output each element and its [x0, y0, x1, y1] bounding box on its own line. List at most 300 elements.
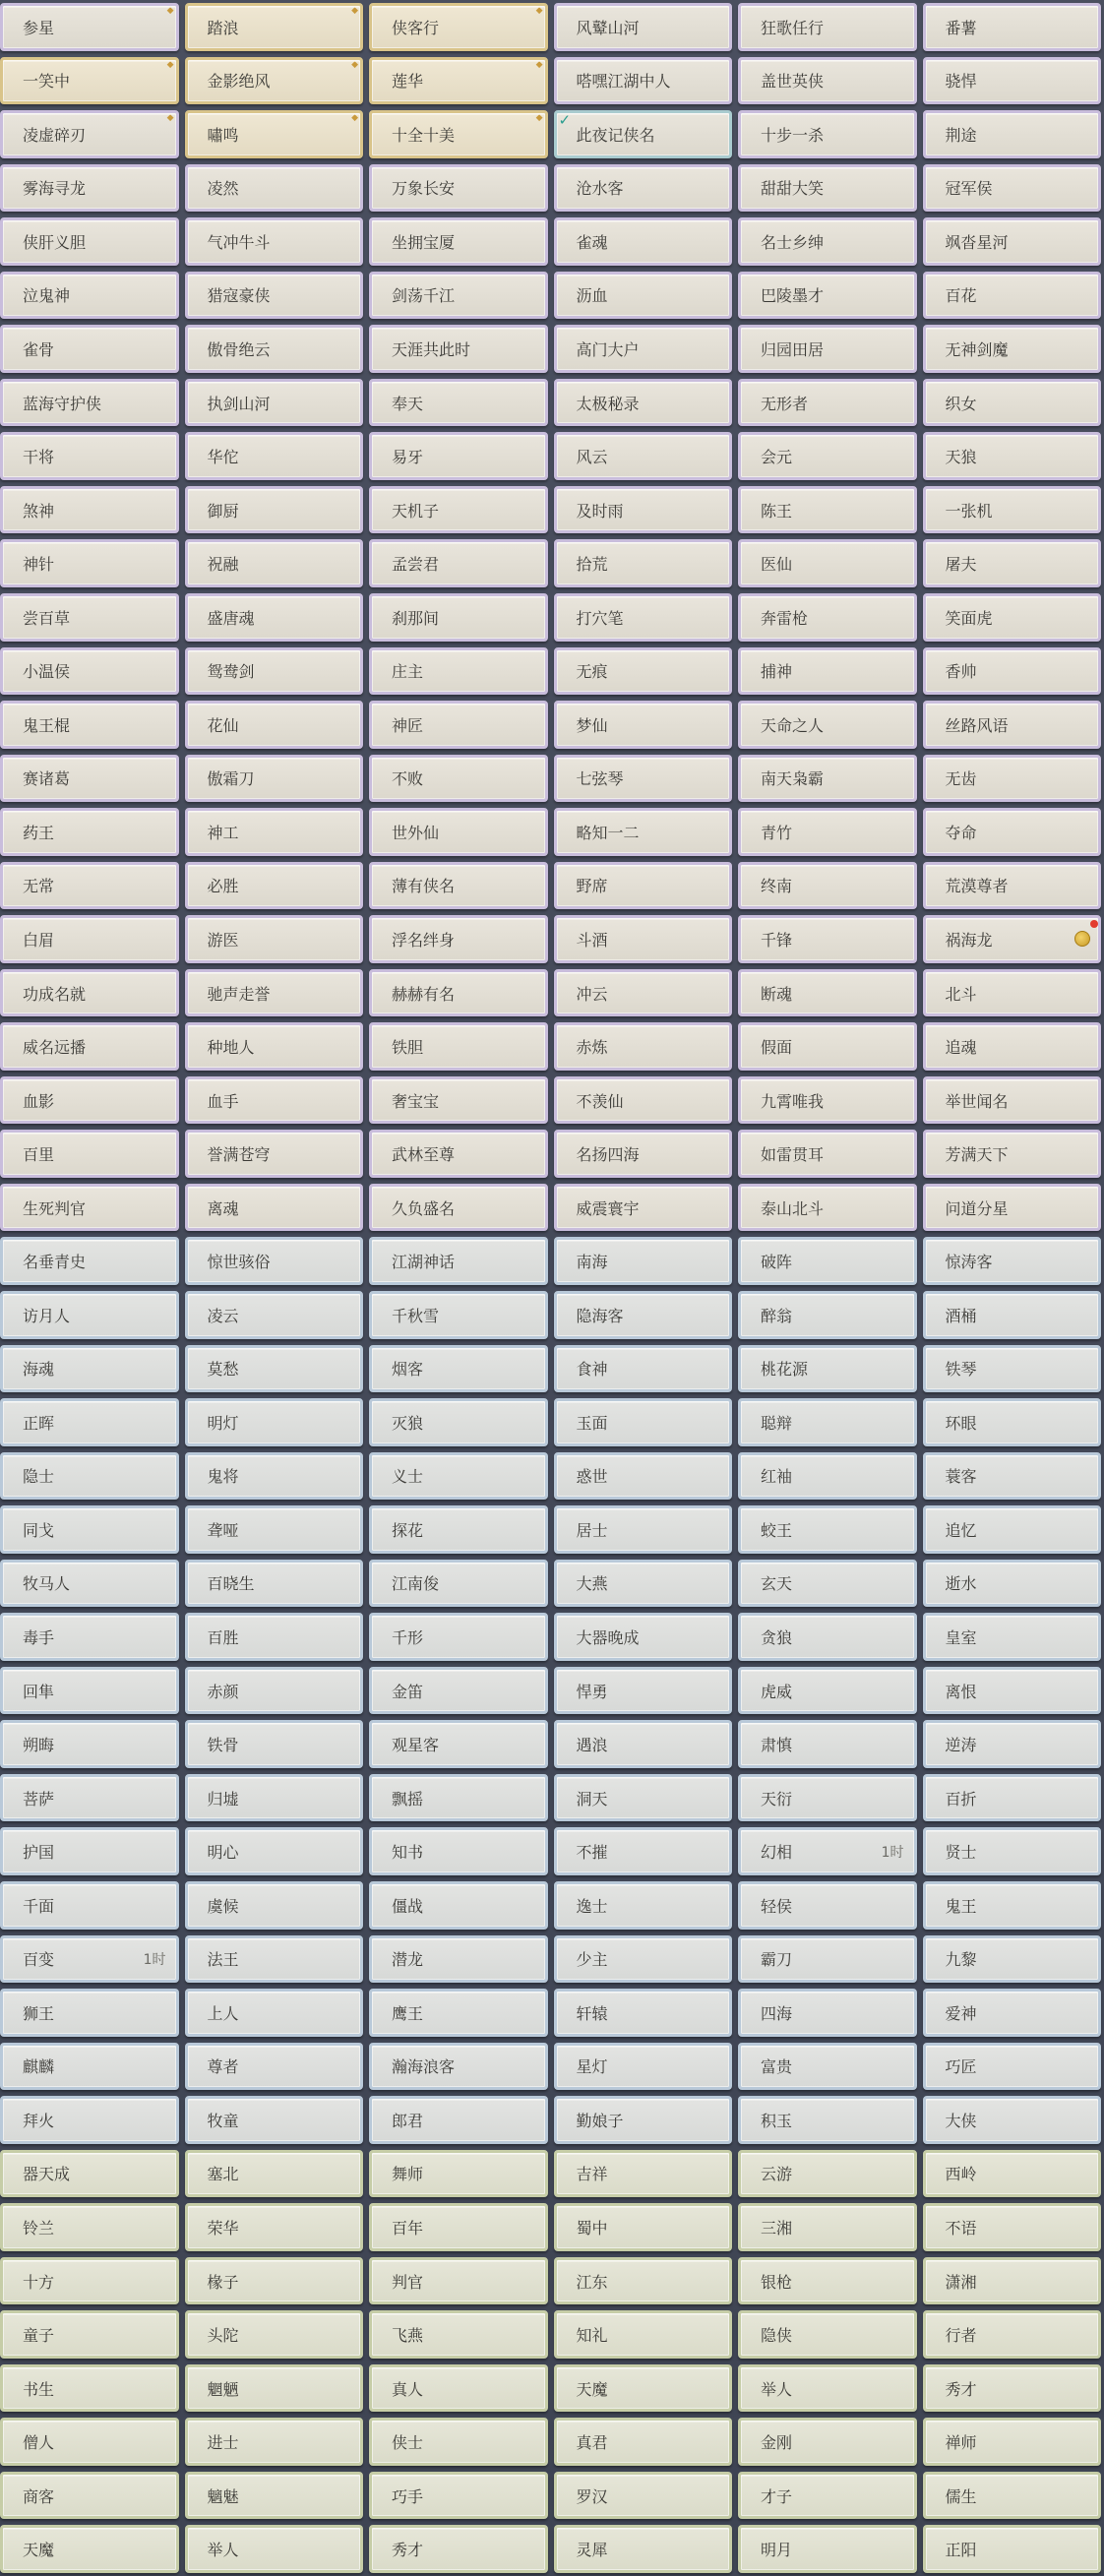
title-tile[interactable] [738, 1613, 917, 1661]
title-tile[interactable] [554, 217, 733, 266]
title-tile[interactable] [0, 1613, 179, 1661]
title-tile[interactable] [923, 1022, 1102, 1071]
title-tile[interactable] [185, 701, 364, 749]
title-tile[interactable] [369, 2203, 548, 2251]
title-tile[interactable] [0, 969, 179, 1017]
title-tile[interactable] [738, 2310, 917, 2359]
title-tile[interactable] [923, 2364, 1102, 2413]
title-tile[interactable] [554, 862, 733, 910]
title-tile[interactable] [369, 915, 548, 963]
title-tile[interactable] [369, 969, 548, 1017]
title-tile[interactable] [923, 2096, 1102, 2144]
title-tile[interactable] [738, 110, 917, 158]
title-tile[interactable] [738, 272, 917, 320]
title-tile[interactable] [0, 57, 179, 105]
title-tile[interactable] [0, 808, 179, 856]
title-tile[interactable] [923, 593, 1102, 642]
title-tile[interactable] [185, 2096, 364, 2144]
title-tile[interactable] [0, 2310, 179, 2359]
title-tile[interactable] [554, 1237, 733, 1285]
title-tile[interactable] [0, 862, 179, 910]
title-tile[interactable] [185, 808, 364, 856]
title-tile[interactable] [369, 2472, 548, 2520]
title-tile[interactable] [554, 1881, 733, 1930]
title-tile[interactable] [923, 1184, 1102, 1232]
title-tile[interactable] [738, 1935, 917, 1984]
title-tile[interactable] [554, 1560, 733, 1608]
title-tile[interactable] [554, 1022, 733, 1071]
title-tile[interactable] [923, 1989, 1102, 2037]
title-tile[interactable] [923, 3, 1102, 51]
title-tile[interactable] [738, 432, 917, 480]
title-tile[interactable] [185, 1505, 364, 1554]
title-tile[interactable] [369, 164, 548, 213]
title-tile[interactable] [554, 539, 733, 587]
title-tile[interactable] [0, 1774, 179, 1822]
title-tile[interactable] [0, 1398, 179, 1446]
title-tile[interactable] [369, 272, 548, 320]
title-tile[interactable] [369, 57, 548, 105]
title-tile[interactable] [185, 1827, 364, 1875]
title-tile[interactable] [0, 915, 179, 963]
title-tile[interactable] [185, 1291, 364, 1339]
title-tile[interactable] [369, 701, 548, 749]
title-label: 明月 [761, 2541, 793, 2560]
title-tile[interactable] [554, 110, 733, 158]
title-tile[interactable] [369, 1560, 548, 1608]
title-tile[interactable] [738, 1398, 917, 1446]
title-tile[interactable] [0, 272, 179, 320]
title-tile[interactable] [369, 1130, 548, 1178]
title-label: 轩辕 [576, 2003, 608, 2023]
title-tile[interactable] [554, 1989, 733, 2037]
title-tile[interactable] [923, 755, 1102, 803]
title-tile[interactable] [923, 1505, 1102, 1554]
title-tile[interactable] [185, 1076, 364, 1125]
title-tile[interactable] [738, 1667, 917, 1715]
title-tile[interactable] [369, 2310, 548, 2359]
title-tile[interactable] [738, 808, 917, 856]
title-tile[interactable] [923, 1076, 1102, 1125]
title-tile[interactable] [185, 539, 364, 587]
title-tile[interactable] [738, 3, 917, 51]
title-tile[interactable] [923, 1345, 1102, 1393]
title-tile[interactable] [923, 862, 1102, 910]
title-tile[interactable] [554, 2150, 733, 2198]
title-tile[interactable] [0, 432, 179, 480]
title-tile[interactable] [0, 701, 179, 749]
title-tile[interactable] [369, 1720, 548, 1768]
title-tile[interactable] [0, 2150, 179, 2198]
title-tile[interactable] [0, 110, 179, 158]
title-tile[interactable] [923, 539, 1102, 587]
title-tile[interactable] [554, 593, 733, 642]
title-tile[interactable] [0, 539, 179, 587]
title-tile[interactable] [738, 862, 917, 910]
title-tile[interactable] [554, 1076, 733, 1125]
title-tile[interactable] [554, 2418, 733, 2466]
title-tile[interactable] [0, 1935, 179, 1984]
title-tile[interactable] [185, 593, 364, 642]
title-tile[interactable] [369, 1774, 548, 1822]
title-tile[interactable] [738, 539, 917, 587]
title-tile[interactable] [738, 1291, 917, 1339]
title-tile[interactable] [0, 2257, 179, 2305]
title-tile[interactable] [554, 2096, 733, 2144]
title-tile[interactable] [0, 593, 179, 642]
title-tile[interactable] [369, 432, 548, 480]
title-tile[interactable] [0, 1452, 179, 1501]
title-tile[interactable] [554, 272, 733, 320]
title-tile[interactable] [369, 325, 548, 373]
title-tile[interactable] [185, 2525, 364, 2573]
title-tile[interactable] [0, 1667, 179, 1715]
title-tile[interactable] [554, 1613, 733, 1661]
title-tile[interactable] [923, 2525, 1102, 2573]
title-tile[interactable] [554, 1184, 733, 1232]
title-tile[interactable] [0, 2418, 179, 2466]
title-tile[interactable] [923, 1291, 1102, 1339]
title-tile[interactable] [923, 2418, 1102, 2466]
title-tile[interactable] [554, 701, 733, 749]
title-tile[interactable] [369, 1989, 548, 2037]
title-tile[interactable] [0, 1560, 179, 1608]
title-tile[interactable] [554, 2472, 733, 2520]
title-tile[interactable] [554, 1452, 733, 1501]
title-tile[interactable] [738, 325, 917, 373]
title-tile[interactable] [738, 1345, 917, 1393]
title-tile[interactable] [185, 1989, 364, 2037]
title-tile[interactable] [185, 1345, 364, 1393]
title-tile[interactable] [554, 2257, 733, 2305]
title-tile[interactable] [185, 2203, 364, 2251]
title-tile[interactable] [185, 57, 364, 105]
title-tile[interactable] [185, 272, 364, 320]
title-label: 刹那间 [392, 608, 440, 628]
title-tile[interactable] [554, 1291, 733, 1339]
title-tile[interactable] [923, 217, 1102, 266]
title-tile[interactable] [369, 1184, 548, 1232]
title-tile[interactable] [0, 2096, 179, 2144]
title-tile[interactable] [369, 1452, 548, 1501]
title-tile[interactable] [738, 701, 917, 749]
title-tile[interactable] [738, 593, 917, 642]
title-tile[interactable] [923, 1613, 1102, 1661]
title-tile[interactable] [554, 2310, 733, 2359]
title-tile[interactable] [185, 217, 364, 266]
title-tile[interactable] [185, 2418, 364, 2466]
title-tile[interactable] [554, 647, 733, 696]
title-tile[interactable] [738, 2203, 917, 2251]
title-tile[interactable] [0, 1827, 179, 1875]
title-tile[interactable] [0, 1291, 179, 1339]
title-tile[interactable] [923, 432, 1102, 480]
title-tile[interactable] [923, 1237, 1102, 1285]
title-tile[interactable] [185, 862, 364, 910]
title-tile[interactable] [369, 755, 548, 803]
title-tile[interactable] [738, 1827, 917, 1875]
title-tile[interactable] [0, 486, 179, 534]
title-tile[interactable] [369, 647, 548, 696]
title-tile[interactable] [0, 2364, 179, 2413]
title-tile[interactable] [554, 2203, 733, 2251]
title-tile[interactable] [369, 2364, 548, 2413]
title-tile[interactable] [369, 1505, 548, 1554]
title-tile[interactable] [185, 2472, 364, 2520]
title-tile[interactable] [369, 1667, 548, 1715]
title-tile[interactable] [554, 1827, 733, 1875]
title-tile[interactable] [923, 1398, 1102, 1446]
title-tile[interactable] [738, 969, 917, 1017]
title-tile[interactable] [369, 379, 548, 427]
title-tile[interactable] [369, 1076, 548, 1125]
title-tile[interactable] [738, 1989, 917, 2037]
title-tile[interactable] [738, 1774, 917, 1822]
title-tile[interactable] [738, 915, 917, 963]
title-tile[interactable] [185, 1022, 364, 1071]
title-tile[interactable] [923, 2043, 1102, 2091]
title-tile[interactable] [554, 486, 733, 534]
title-label: 白眉 [23, 930, 55, 950]
title-tile[interactable] [923, 647, 1102, 696]
title-tile[interactable] [923, 2472, 1102, 2520]
title-tile[interactable] [554, 2525, 733, 2573]
title-tile[interactable] [185, 915, 364, 963]
title-tile[interactable] [369, 2150, 548, 2198]
title-label: 禅师 [945, 2433, 977, 2453]
title-tile[interactable] [738, 2418, 917, 2466]
title-tile[interactable] [738, 217, 917, 266]
title-tile[interactable] [554, 755, 733, 803]
title-tile[interactable] [554, 1505, 733, 1554]
title-tile[interactable] [738, 1184, 917, 1232]
title-tile[interactable] [0, 1130, 179, 1178]
title-tile[interactable] [738, 1881, 917, 1930]
title-tile[interactable] [185, 325, 364, 373]
title-tile[interactable] [738, 1505, 917, 1554]
title-tile[interactable] [369, 808, 548, 856]
title-tile[interactable] [185, 110, 364, 158]
title-tile[interactable] [369, 1613, 548, 1661]
title-tile[interactable] [0, 379, 179, 427]
title-tile[interactable] [738, 1560, 917, 1608]
title-tile[interactable] [923, 1935, 1102, 1984]
title-tile[interactable] [923, 915, 1102, 963]
title-tile[interactable] [369, 2525, 548, 2573]
title-tile[interactable] [185, 755, 364, 803]
title-tile[interactable] [554, 915, 733, 963]
title-label: 天机子 [392, 501, 440, 521]
title-tile[interactable] [0, 1720, 179, 1768]
title-tile[interactable] [738, 1452, 917, 1501]
title-tile[interactable] [923, 110, 1102, 158]
title-tile[interactable] [738, 1076, 917, 1125]
title-tile[interactable] [0, 1237, 179, 1285]
title-tile[interactable] [185, 1398, 364, 1446]
title-tile[interactable] [185, 1237, 364, 1285]
title-tile[interactable] [0, 1989, 179, 2037]
title-tile[interactable] [185, 2150, 364, 2198]
title-tile[interactable] [923, 164, 1102, 213]
title-tile[interactable] [185, 969, 364, 1017]
title-tile[interactable] [0, 1881, 179, 1930]
title-tile[interactable] [923, 1667, 1102, 1715]
title-tile[interactable] [0, 1022, 179, 1071]
title-tile[interactable] [923, 1720, 1102, 1768]
title-tile[interactable] [738, 1237, 917, 1285]
title-tile[interactable] [369, 862, 548, 910]
title-tile[interactable] [185, 2310, 364, 2359]
title-tile[interactable] [923, 2257, 1102, 2305]
title-tile[interactable] [738, 755, 917, 803]
title-tile[interactable] [554, 1667, 733, 1715]
title-tile[interactable] [369, 1827, 548, 1875]
title-tile[interactable] [923, 486, 1102, 534]
title-tile[interactable] [369, 2096, 548, 2144]
title-tile[interactable] [923, 969, 1102, 1017]
title-tile[interactable] [369, 1237, 548, 1285]
title-tile[interactable] [185, 1935, 364, 1984]
title-tile[interactable] [923, 325, 1102, 373]
title-tile[interactable] [554, 1398, 733, 1446]
title-tile[interactable] [185, 1774, 364, 1822]
title-tile[interactable] [923, 2203, 1102, 2251]
title-tile[interactable] [185, 1130, 364, 1178]
title-tile[interactable] [738, 1130, 917, 1178]
title-tile[interactable] [738, 1022, 917, 1071]
title-tile[interactable] [185, 647, 364, 696]
title-tile[interactable] [185, 1720, 364, 1768]
title-tile[interactable] [369, 593, 548, 642]
title-tile[interactable] [554, 1774, 733, 1822]
title-tile[interactable] [185, 1452, 364, 1501]
title-tile[interactable] [185, 432, 364, 480]
title-tile[interactable] [369, 539, 548, 587]
title-tile[interactable] [0, 3, 179, 51]
title-label: 太极秘录 [576, 394, 640, 413]
title-tile[interactable] [185, 379, 364, 427]
title-tile[interactable] [554, 808, 733, 856]
title-tile[interactable] [923, 272, 1102, 320]
title-tile[interactable] [0, 2043, 179, 2091]
title-tile[interactable] [554, 432, 733, 480]
title-tile[interactable] [0, 1076, 179, 1125]
title-tile[interactable] [554, 969, 733, 1017]
title-tile[interactable] [369, 2043, 548, 2091]
title-tile[interactable] [0, 217, 179, 266]
title-tile[interactable] [738, 379, 917, 427]
title-tile[interactable] [185, 2043, 364, 2091]
title-tile[interactable] [738, 2150, 917, 2198]
title-tile[interactable] [738, 2525, 917, 2573]
title-tile[interactable] [0, 1184, 179, 1232]
title-tile[interactable] [738, 1720, 917, 1768]
title-tile[interactable] [185, 1613, 364, 1661]
title-tile[interactable] [369, 1345, 548, 1393]
title-tile[interactable] [738, 164, 917, 213]
title-tile[interactable] [923, 701, 1102, 749]
title-tile[interactable] [923, 1130, 1102, 1178]
title-tile[interactable] [0, 2203, 179, 2251]
title-tile[interactable] [185, 2257, 364, 2305]
title-tile[interactable] [369, 3, 548, 51]
title-tile[interactable] [0, 164, 179, 213]
title-tile[interactable] [185, 1667, 364, 1715]
title-tile[interactable] [923, 379, 1102, 427]
title-tile[interactable] [923, 808, 1102, 856]
title-tile[interactable] [369, 110, 548, 158]
title-tile[interactable] [738, 2364, 917, 2413]
title-tile[interactable] [738, 57, 917, 105]
title-tile[interactable] [185, 164, 364, 213]
title-tile[interactable] [369, 1398, 548, 1446]
title-tile[interactable] [738, 486, 917, 534]
title-tile[interactable] [554, 57, 733, 105]
title-tile[interactable] [923, 1774, 1102, 1822]
title-tile[interactable] [923, 2150, 1102, 2198]
title-label: 如雷贯耳 [761, 1145, 825, 1165]
title-tile[interactable] [369, 1881, 548, 1930]
title-tile[interactable] [185, 1184, 364, 1232]
title-tile[interactable] [0, 1505, 179, 1554]
title-tile[interactable] [369, 486, 548, 534]
title-tile[interactable] [554, 2364, 733, 2413]
title-label: 祸海龙 [945, 930, 993, 950]
title-tile[interactable] [923, 1452, 1102, 1501]
title-tile[interactable] [923, 1881, 1102, 1930]
title-tile[interactable] [923, 57, 1102, 105]
title-tile[interactable] [554, 164, 733, 213]
title-tile[interactable] [923, 1827, 1102, 1875]
title-tile[interactable] [738, 2257, 917, 2305]
title-tile[interactable] [0, 647, 179, 696]
title-tile[interactable] [185, 1881, 364, 1930]
title-tile[interactable] [554, 379, 733, 427]
title-tile[interactable] [554, 1935, 733, 1984]
title-label: 正阳 [945, 2541, 977, 2560]
title-tile[interactable] [369, 1935, 548, 1984]
title-tile[interactable] [0, 2472, 179, 2520]
title-tile[interactable] [369, 2418, 548, 2466]
title-tile[interactable] [554, 3, 733, 51]
title-tile[interactable] [554, 1130, 733, 1178]
title-tile[interactable] [738, 647, 917, 696]
title-tile[interactable] [185, 486, 364, 534]
title-tile[interactable] [738, 2096, 917, 2144]
title-tile[interactable] [554, 1345, 733, 1393]
title-label: 皇室 [945, 1628, 977, 1648]
title-tile[interactable] [738, 2472, 917, 2520]
title-tile[interactable] [185, 2364, 364, 2413]
title-tile[interactable] [185, 1560, 364, 1608]
title-tile[interactable] [738, 2043, 917, 2091]
title-tile[interactable] [923, 2310, 1102, 2359]
title-tile[interactable] [923, 1560, 1102, 1608]
title-tile[interactable] [0, 325, 179, 373]
title-tile[interactable] [369, 1022, 548, 1071]
title-tile[interactable] [0, 2525, 179, 2573]
title-tile[interactable] [554, 325, 733, 373]
title-tile[interactable] [554, 1720, 733, 1768]
title-tile[interactable] [369, 217, 548, 266]
title-tile[interactable] [369, 1291, 548, 1339]
title-tile[interactable] [0, 1345, 179, 1393]
title-label: 金刚 [761, 2433, 793, 2453]
title-tile[interactable] [554, 2043, 733, 2091]
title-tile[interactable] [369, 2257, 548, 2305]
title-tile[interactable] [185, 3, 364, 51]
title-tile[interactable] [0, 755, 179, 803]
